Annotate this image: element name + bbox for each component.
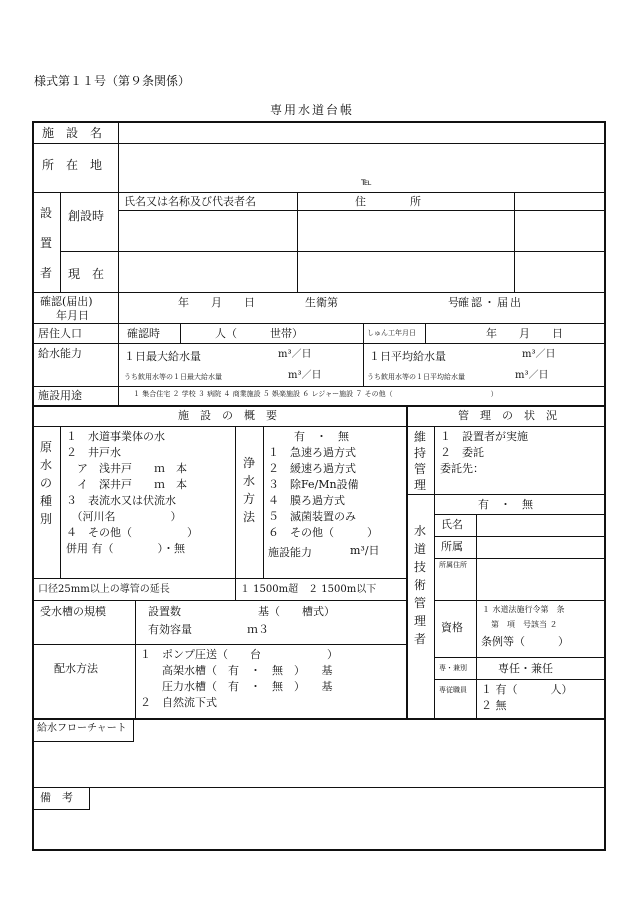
divider-v-thick [406,406,408,719]
avg-daily-unit: m³／日 [522,349,556,360]
staff-label: 専従職員 [439,686,467,694]
divider-h [33,741,134,742]
founding-name-field[interactable] [120,212,296,250]
avg-daily-drinking-label: うち飲用水等の１日平均給水量 [367,373,465,381]
divider-v [297,192,298,292]
installer-label-char: 設 [39,206,52,220]
page-title: 専用水道台帳 [270,103,355,117]
divider-v [235,578,236,600]
divider-h-thick [33,718,605,720]
divider-v [133,719,134,741]
distribution-item: １ ポンプ圧送（ 台 ） [140,648,338,661]
source-item: ２ 井戸水 [66,446,121,459]
tank-label: 受水槽の規模 [40,605,106,618]
max-daily-drinking-unit: m³／日 [288,370,322,381]
manager-address-field[interactable] [478,560,603,599]
affiliation-label: 所属 [441,540,463,553]
location-label: 所 在 地 [42,158,103,172]
divider-h [434,494,605,495]
facility-name-label: 施 設 名 [42,126,103,140]
maint-label-char: 維 [413,430,426,444]
source-item: （河川名 ） [66,510,182,523]
divider-v [118,292,119,323]
purify-label-char: 浄 [242,456,255,470]
staff-line: ２ 無 [481,699,507,712]
overview-heading: 施 設 の 概 要 [178,409,277,422]
maint-label-char: 管 [413,462,426,476]
founding-label: 創設時 [68,209,105,223]
at-confirmation-label: 確認時 [127,327,160,340]
fulltime-value: 専任・兼任 [498,662,553,675]
tech-manager-label-char: 技 [413,560,426,574]
source-label-char: 別 [39,512,52,526]
source-item: 併用 有（ ）・無 [66,542,185,555]
maint-item: ２ 委託 [440,446,484,459]
source-label-char: 種 [39,494,52,508]
tel-label: ℡ [361,177,372,188]
divider-v [118,343,119,386]
qualification-line: １ 水道法施行令第 条 [482,605,565,614]
divider-h [434,679,605,680]
pipe-length-label: 口径25mm以上の導管の延長 [38,584,170,595]
purify-header: 有 ・ 無 [294,430,349,443]
manager-name-field[interactable] [478,516,603,535]
distribution-item: ２ 自然流下式 [140,696,217,709]
staff-line: １ 有（ 人） [481,683,573,696]
population-label: 居住人口 [38,327,82,340]
maint-label-char: 持 [413,446,426,460]
max-daily-drinking-label: うち飲用水等の１日最大給水量 [124,373,222,381]
purify-item: ２ 緩速ろ過方式 [268,462,356,475]
management-heading: 管 理 の 状 況 [458,409,557,422]
maint-item: 委託先： [440,462,484,475]
divider-v [425,323,426,343]
tech-manager-label-char: 管 [413,596,426,610]
fulltime-label: 専・兼別 [439,664,467,672]
current-name-field[interactable] [120,253,296,291]
source-item: イ 深井戸 ｍ 本 [66,478,187,491]
founding-address-field[interactable] [299,212,513,250]
divider-h [33,600,407,601]
divider-h [434,657,605,658]
health-number: 生衛第 号 [305,296,459,309]
source-label-char: 原 [39,440,52,454]
confirmation-label: 確認(届出) [40,295,93,308]
divider-v [89,787,90,809]
purify-item: ５ 滅菌装置のみ [268,510,356,523]
tech-manager-label-char: 者 [413,632,426,646]
purify-label-char: 水 [242,474,255,488]
divider-v [263,426,264,578]
divider-v [118,323,119,343]
divider-v [118,192,119,292]
capacity-label: 施設能力 [268,546,312,559]
remarks-area[interactable] [34,811,604,848]
purify-label-char: 方 [242,492,255,506]
flowchart-area[interactable] [34,743,604,786]
source-label-char: の [39,476,52,490]
divider-h [33,426,605,427]
divider-v [118,122,119,193]
maint-item: １ 設置者が実施 [440,430,528,443]
confirmation-kind: 確認・届出 [458,296,523,309]
tech-manager-header: 有 ・ 無 [478,498,533,511]
avg-daily-drinking-unit: m³／日 [515,370,549,381]
divider-h [118,210,605,211]
source-item: ３ 表流水又は伏流水 [66,494,176,507]
purify-item: ４ 膜ろ過方式 [268,494,345,507]
completion-date-label: しゅん工年月日 [367,329,416,337]
maint-label-char: 理 [413,478,426,492]
confirmation-label-sub: 年月日 [56,309,89,322]
divider-v [60,426,61,578]
purify-item: １ 急速ろ過方式 [268,446,356,459]
supply-capacity-label: 給水能力 [38,347,82,360]
affiliation-address-label: 所属住所 [439,561,467,569]
pipe-length-values: １ 1500m超 ２ 1500m以下 [240,584,377,595]
installer-label-char: 者 [39,266,52,280]
name-column-header: 氏名又は名称及び代表者名 [124,195,256,208]
qualification-line: 条例等（ ） [481,635,569,648]
installer-label-char: 置 [39,236,52,250]
remarks-label: 備 考 [40,791,73,804]
divider-v [363,343,364,386]
tech-manager-label-char: 理 [413,614,426,628]
max-daily-unit: m³／日 [278,349,312,360]
divider-v [235,426,236,578]
form-number: 様式第１１号（第９条関係） [34,74,191,88]
divider-h [33,644,407,645]
divider-h [33,143,605,144]
max-daily-label: １日最大給水量 [124,350,201,363]
qualification-line: 第 項 号該当 ２ [491,620,558,629]
divider-h [33,809,90,810]
manager-affiliation-field[interactable] [478,538,603,557]
divider-h [33,578,407,579]
divider-h [434,600,605,601]
distribution-label: 配水方法 [54,662,98,675]
tank-count: 設置数 基（ 槽式） [148,605,335,618]
divider-h [434,558,605,559]
purify-item: ６ その他（ ） [268,526,378,539]
use-options: １ 集合住宅 ２ 学校 ３ 病院 ４ 商業施設 ５ 娯楽施設 ６ レジャー施設 ７ その他（ ） [133,390,498,398]
people-households: 人（ 世帯） [215,327,303,340]
divider-v [135,600,136,644]
purify-label-char: 法 [242,510,255,524]
tech-manager-label-char: 水 [413,524,426,538]
divider-h [60,251,605,252]
current-label: 現 在 [68,267,105,281]
source-item: ４ その他（ ） [66,526,198,539]
frame-bottom [32,849,606,851]
divider-v [514,192,515,292]
flowchart-label: 給水フローチャート [37,723,127,734]
divider-h [434,536,605,537]
divider-v [118,386,119,406]
divider-h [434,514,605,515]
completion-date: 年 月 日 [486,327,563,340]
avg-daily-label: １日平均給水量 [369,350,446,363]
facility-name-field[interactable] [120,123,603,142]
divider-v [363,323,364,343]
source-item: １ 水道事業体の水 [66,430,165,443]
tank-capacity: 有効容量 ｍ３ [148,623,269,636]
distribution-item: 圧力水槽（ 有 ・ 無 ） 基 [140,680,333,693]
capacity-unit: m³/日 [350,544,380,557]
divider-v [135,644,136,719]
confirmation-date: 年 月 日 [178,296,255,309]
tech-manager-label-char: 道 [413,542,426,556]
current-address-field[interactable] [299,253,513,291]
distribution-item: 高架水槽（ 有 ・ 無 ） 基 [140,664,333,677]
source-label-char: 水 [39,458,52,472]
divider-h [33,787,605,788]
divider-v [180,323,181,343]
use-label: 施設用途 [38,389,82,402]
source-item: ア 浅井戸 ｍ 本 [66,462,187,475]
purify-item: ３ 除Fe/Mn設備 [268,478,359,491]
divider-h-thick [33,405,605,407]
divider-v [60,192,61,292]
frame-right [604,121,606,851]
address-column-header: 住 所 [355,195,421,208]
name-label: 氏名 [441,518,463,531]
divider-v [476,514,477,719]
qualification-label: 資格 [441,621,463,634]
tech-manager-label-char: 術 [413,578,426,592]
divider-v [434,426,435,719]
